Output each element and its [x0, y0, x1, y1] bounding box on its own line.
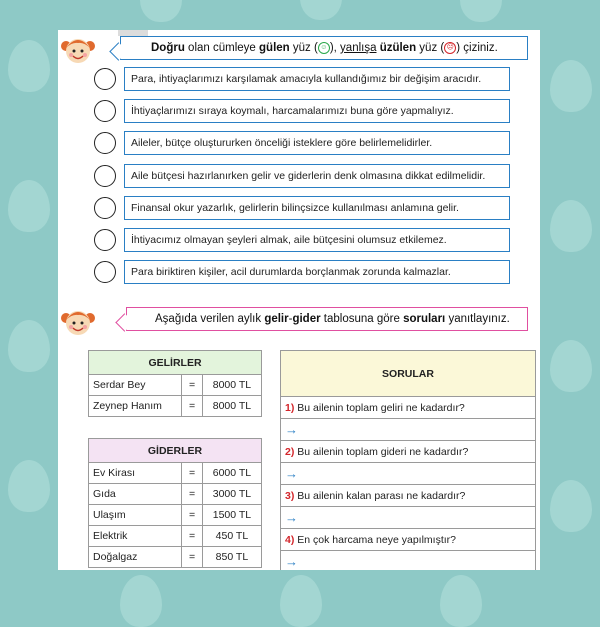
- statement-row: [94, 164, 540, 190]
- happy-face-icon: ☺: [318, 42, 330, 54]
- table-row: [89, 463, 262, 484]
- income-table-title: GELİRLER: [89, 351, 262, 375]
- item-name: Ev Kirası: [89, 463, 182, 484]
- egg-decoration: [440, 575, 482, 627]
- answer-circle[interactable]: [94, 68, 116, 90]
- item-amount: 8000 TL: [202, 375, 261, 396]
- statement-text: Para biriktiren kişiler, acil durumlarda borçlanmak zorunda kalmazlar.: [124, 260, 510, 284]
- egg-decoration: [120, 575, 162, 627]
- statement-row: [94, 67, 540, 93]
- egg-decoration: [140, 0, 182, 22]
- girl-avatar-icon: [60, 306, 96, 340]
- egg-decoration: [550, 200, 592, 252]
- equals-sign: =: [182, 375, 202, 396]
- equals-sign: =: [182, 547, 202, 568]
- egg-decoration: [8, 40, 50, 92]
- equals-sign: =: [182, 505, 202, 526]
- egg-decoration: [280, 575, 322, 627]
- statement-row: [94, 228, 540, 254]
- question-row: [281, 397, 536, 419]
- table-row: [89, 526, 262, 547]
- questions-table: [280, 350, 536, 570]
- question-row: [281, 441, 536, 463]
- answer-row[interactable]: [281, 463, 536, 485]
- instruction-box-1: [120, 36, 528, 60]
- answer-row[interactable]: [281, 419, 536, 441]
- income-table: [88, 350, 262, 417]
- egg-decoration: [550, 480, 592, 532]
- arrow-right-icon: →: [285, 466, 298, 481]
- answer-circle[interactable]: [94, 261, 116, 283]
- statement-text: Aile bütçesi hazırlanırken gelir ve giderlerin denk olmasına dikkat edilmelidir.: [124, 164, 510, 188]
- question-text: 4) En çok harcama neye yapılmıştır?: [281, 529, 536, 551]
- statement-row: [94, 196, 540, 222]
- equals-sign: =: [182, 463, 202, 484]
- equals-sign: =: [182, 526, 202, 547]
- item-amount: 850 TL: [202, 547, 261, 568]
- item-name: Gıda: [89, 484, 182, 505]
- expense-table-title: GİDERLER: [89, 439, 262, 463]
- item-name: Serdar Bey: [89, 375, 182, 396]
- statement-row: [94, 260, 540, 286]
- item-amount: 450 TL: [202, 526, 261, 547]
- answer-row[interactable]: [281, 551, 536, 571]
- statement-text: Aileler, bütçe oluştururken önceliği isteklere göre belirlemelidirler.: [124, 131, 510, 155]
- equals-sign: =: [182, 484, 202, 505]
- answer-field[interactable]: [281, 419, 536, 441]
- table-row: [89, 547, 262, 568]
- table-row: [89, 505, 262, 526]
- statement-row: [94, 99, 540, 125]
- arrow-right-icon: →: [285, 510, 298, 525]
- table-row: [89, 375, 262, 396]
- statement-text: Para, ihtiyaçlarımızı karşılamak amacıyla kullandığımız bir değişim aracıdır.: [124, 67, 510, 91]
- answer-field[interactable]: [281, 463, 536, 485]
- item-name: Elektrik: [89, 526, 182, 547]
- worksheet: [58, 30, 540, 570]
- expense-table: [88, 438, 262, 568]
- item-name: Doğalgaz: [89, 547, 182, 568]
- statement-text: İhtiyacımız olmayan şeyleri almak, aile bütçesini olumsuz etkilemez.: [124, 228, 510, 252]
- egg-decoration: [550, 340, 592, 392]
- egg-decoration: [300, 0, 342, 20]
- question-text: 2) Bu ailenin toplam gideri ne kadardır?: [281, 441, 536, 463]
- answer-circle[interactable]: [94, 165, 116, 187]
- question-text: 3) Bu ailenin kalan parası ne kadardır?: [281, 485, 536, 507]
- questions-title: SORULAR: [281, 351, 536, 397]
- equals-sign: =: [182, 396, 202, 417]
- answer-circle[interactable]: [94, 229, 116, 251]
- egg-decoration: [550, 60, 592, 112]
- answer-circle[interactable]: [94, 100, 116, 122]
- egg-decoration: [460, 0, 502, 22]
- answer-row[interactable]: [281, 507, 536, 529]
- instruction-text-2: Aşağıda verilen aylık gelir-gider tablosuna göre soruları yanıtlayınız.: [155, 313, 510, 325]
- egg-decoration: [8, 320, 50, 372]
- answer-circle[interactable]: [94, 132, 116, 154]
- question-text: 1) Bu ailenin toplam geliri ne kadardır?: [281, 397, 536, 419]
- question-row: [281, 529, 536, 551]
- item-amount: 1500 TL: [202, 505, 261, 526]
- instruction-text-1: Doğru olan cümleye gülen yüz ( ☺ ), yanlışa üzülen yüz ( ☹ ) çiziniz.: [151, 42, 498, 55]
- question-row: [281, 485, 536, 507]
- table-row: [89, 484, 262, 505]
- egg-decoration: [8, 180, 50, 232]
- item-amount: 3000 TL: [202, 484, 261, 505]
- item-amount: 6000 TL: [202, 463, 261, 484]
- table-row: [89, 396, 262, 417]
- statement-text: İhtiyaçlarımızı sıraya koymalı, harcamalarımızı buna göre yapmalıyız.: [124, 99, 510, 123]
- arrow-right-icon: →: [285, 422, 298, 437]
- item-amount: 8000 TL: [202, 396, 261, 417]
- sad-face-icon: ☹: [444, 42, 456, 54]
- item-name: Zeynep Hanım: [89, 396, 182, 417]
- answer-field[interactable]: [281, 507, 536, 529]
- statement-row: [94, 131, 540, 157]
- instruction-box-2: [126, 307, 528, 331]
- girl-avatar-icon: [60, 34, 96, 68]
- egg-decoration: [8, 460, 50, 512]
- answer-field[interactable]: [281, 551, 536, 571]
- arrow-right-icon: →: [285, 554, 298, 569]
- item-name: Ulaşım: [89, 505, 182, 526]
- answer-circle[interactable]: [94, 197, 116, 219]
- statement-text: Finansal okur yazarlık, gelirlerin bilinçsizce kullanılması anlamına gelir.: [124, 196, 510, 220]
